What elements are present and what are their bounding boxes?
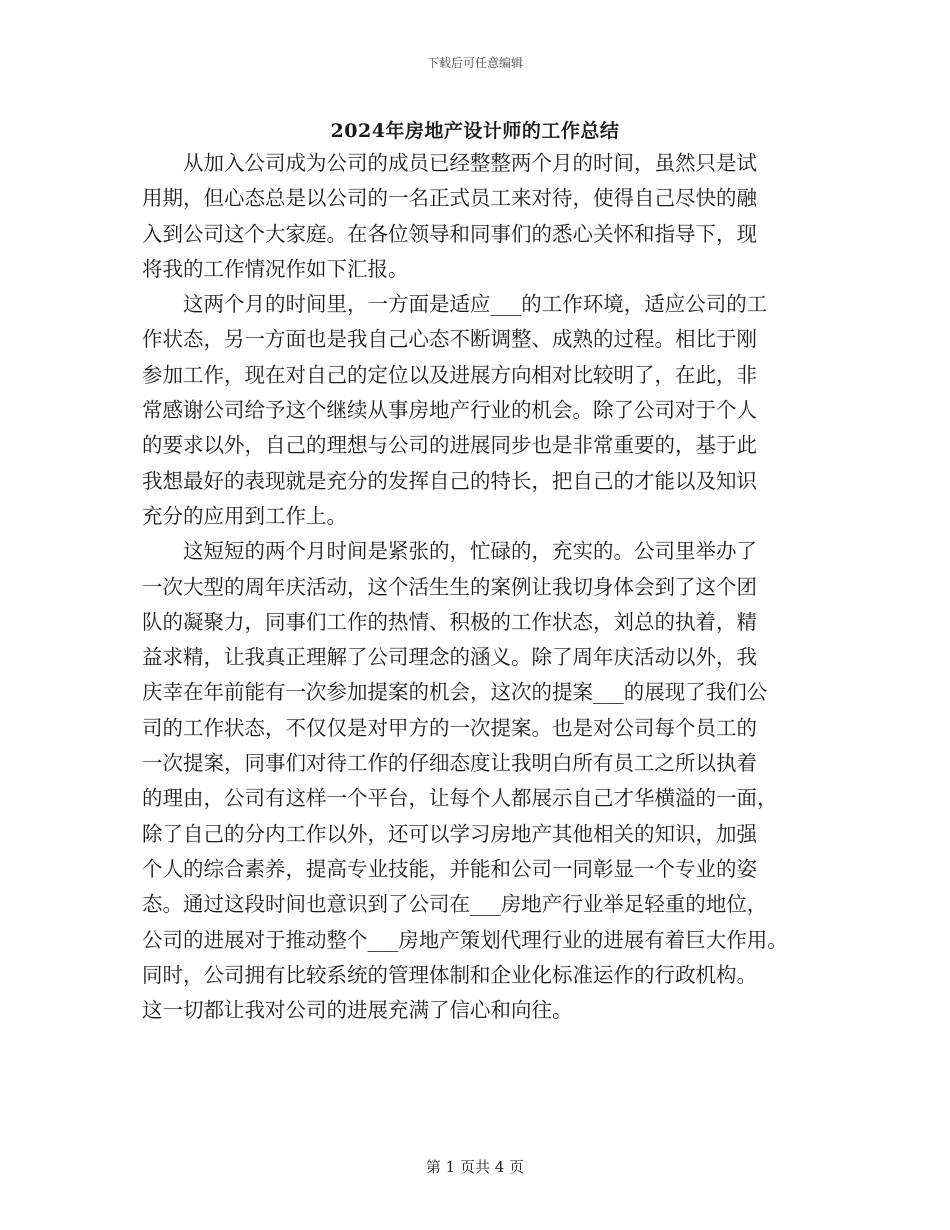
text-line: 这短短的两个月时间是紧张的，忙碌的，充实的。公司里举办了 xyxy=(142,539,757,564)
text-line: 益求精，让我真正理解了公司理念的涵义。除了周年庆活动以外，我 xyxy=(142,645,757,670)
text-line: 入到公司这个大家庭。在各位领导和同事们的悉心关怀和指导下，现 xyxy=(142,221,757,246)
text-line: 这两个月的时间里，一方面是适应___的工作环境，适应公司的工 xyxy=(142,292,768,317)
text-line: 参加工作，现在对自己的定位以及进展方向相对比较明了，在此，非 xyxy=(142,362,757,387)
text-line: 作状态，另一方面也是我自己心态不断调整、成熟的过程。相比于刚 xyxy=(142,327,757,352)
text-line: 这一切都让我对公司的进展充满了信心和向往。 xyxy=(142,998,573,1023)
text-line: 司的工作状态，不仅仅是对甲方的一次提案。也是对公司每个员工的 xyxy=(142,715,757,740)
document-title: 2024年房地产设计师的工作总结 xyxy=(330,120,620,142)
text-line: 我想最好的表现就是充分的发挥自己的特长，把自己的才能以及知识 xyxy=(142,468,757,493)
text-line: 从加入公司成为公司的成员已经整整两个月的时间，虽然只是试 xyxy=(142,151,757,175)
document-body xyxy=(142,146,810,1028)
text-line: 充分的应用到工作上。 xyxy=(142,503,347,528)
text-line: 将我的工作情况作如下汇报。 xyxy=(142,256,409,281)
text-line: 队的凝聚力，同事们工作的热情、积极的工作状态，刘总的执着，精 xyxy=(142,609,757,634)
text-line: 个人的综合素养，提高专业技能，并能和公司一同彰显一个专业的姿 xyxy=(142,856,757,881)
text-line: 常感谢公司给予这个继续从事房地产行业的机会。除了公司对于个人 xyxy=(142,398,757,423)
text-line: 一次提案，同事们对待工作的仔细态度让我明白所有员工之所以执着 xyxy=(142,751,757,776)
text-line: 一次大型的周年庆活动，这个活生生的案例让我切身体会到了这个团 xyxy=(142,574,757,599)
text-line: 态。通过这段时间也意识到了公司在___房地产行业举足轻重的地位， xyxy=(142,892,768,917)
text-line: 的要求以外，自己的理想与公司的进展同步也是非常重要的，基于此 xyxy=(142,433,757,458)
text-line: 同时，公司拥有比较系统的管理体制和企业化标准运作的行政机构。 xyxy=(142,962,757,987)
text-line: 公司的进展对于推动整个___房地产策划代理行业的进展有着巨大作用。 xyxy=(142,927,788,952)
page-number: 第 1 页共 4 页 xyxy=(425,1158,525,1176)
text-line: 的理由，公司有这样一个平台，让每个人都展示自己才华横溢的一面， xyxy=(142,786,778,811)
text-line: 庆幸在年前能有一次参加提案的机会，这次的提案___的展现了我们公 xyxy=(142,680,768,705)
text-line: 用期，但心态总是以公司的一名正式员工来对待，使得自己尽快的融 xyxy=(142,186,757,211)
text-line: 除了自己的分内工作以外，还可以学习房地产其他相关的知识，加强 xyxy=(142,821,757,846)
header-note: 下载后可任意编辑 xyxy=(426,56,523,70)
